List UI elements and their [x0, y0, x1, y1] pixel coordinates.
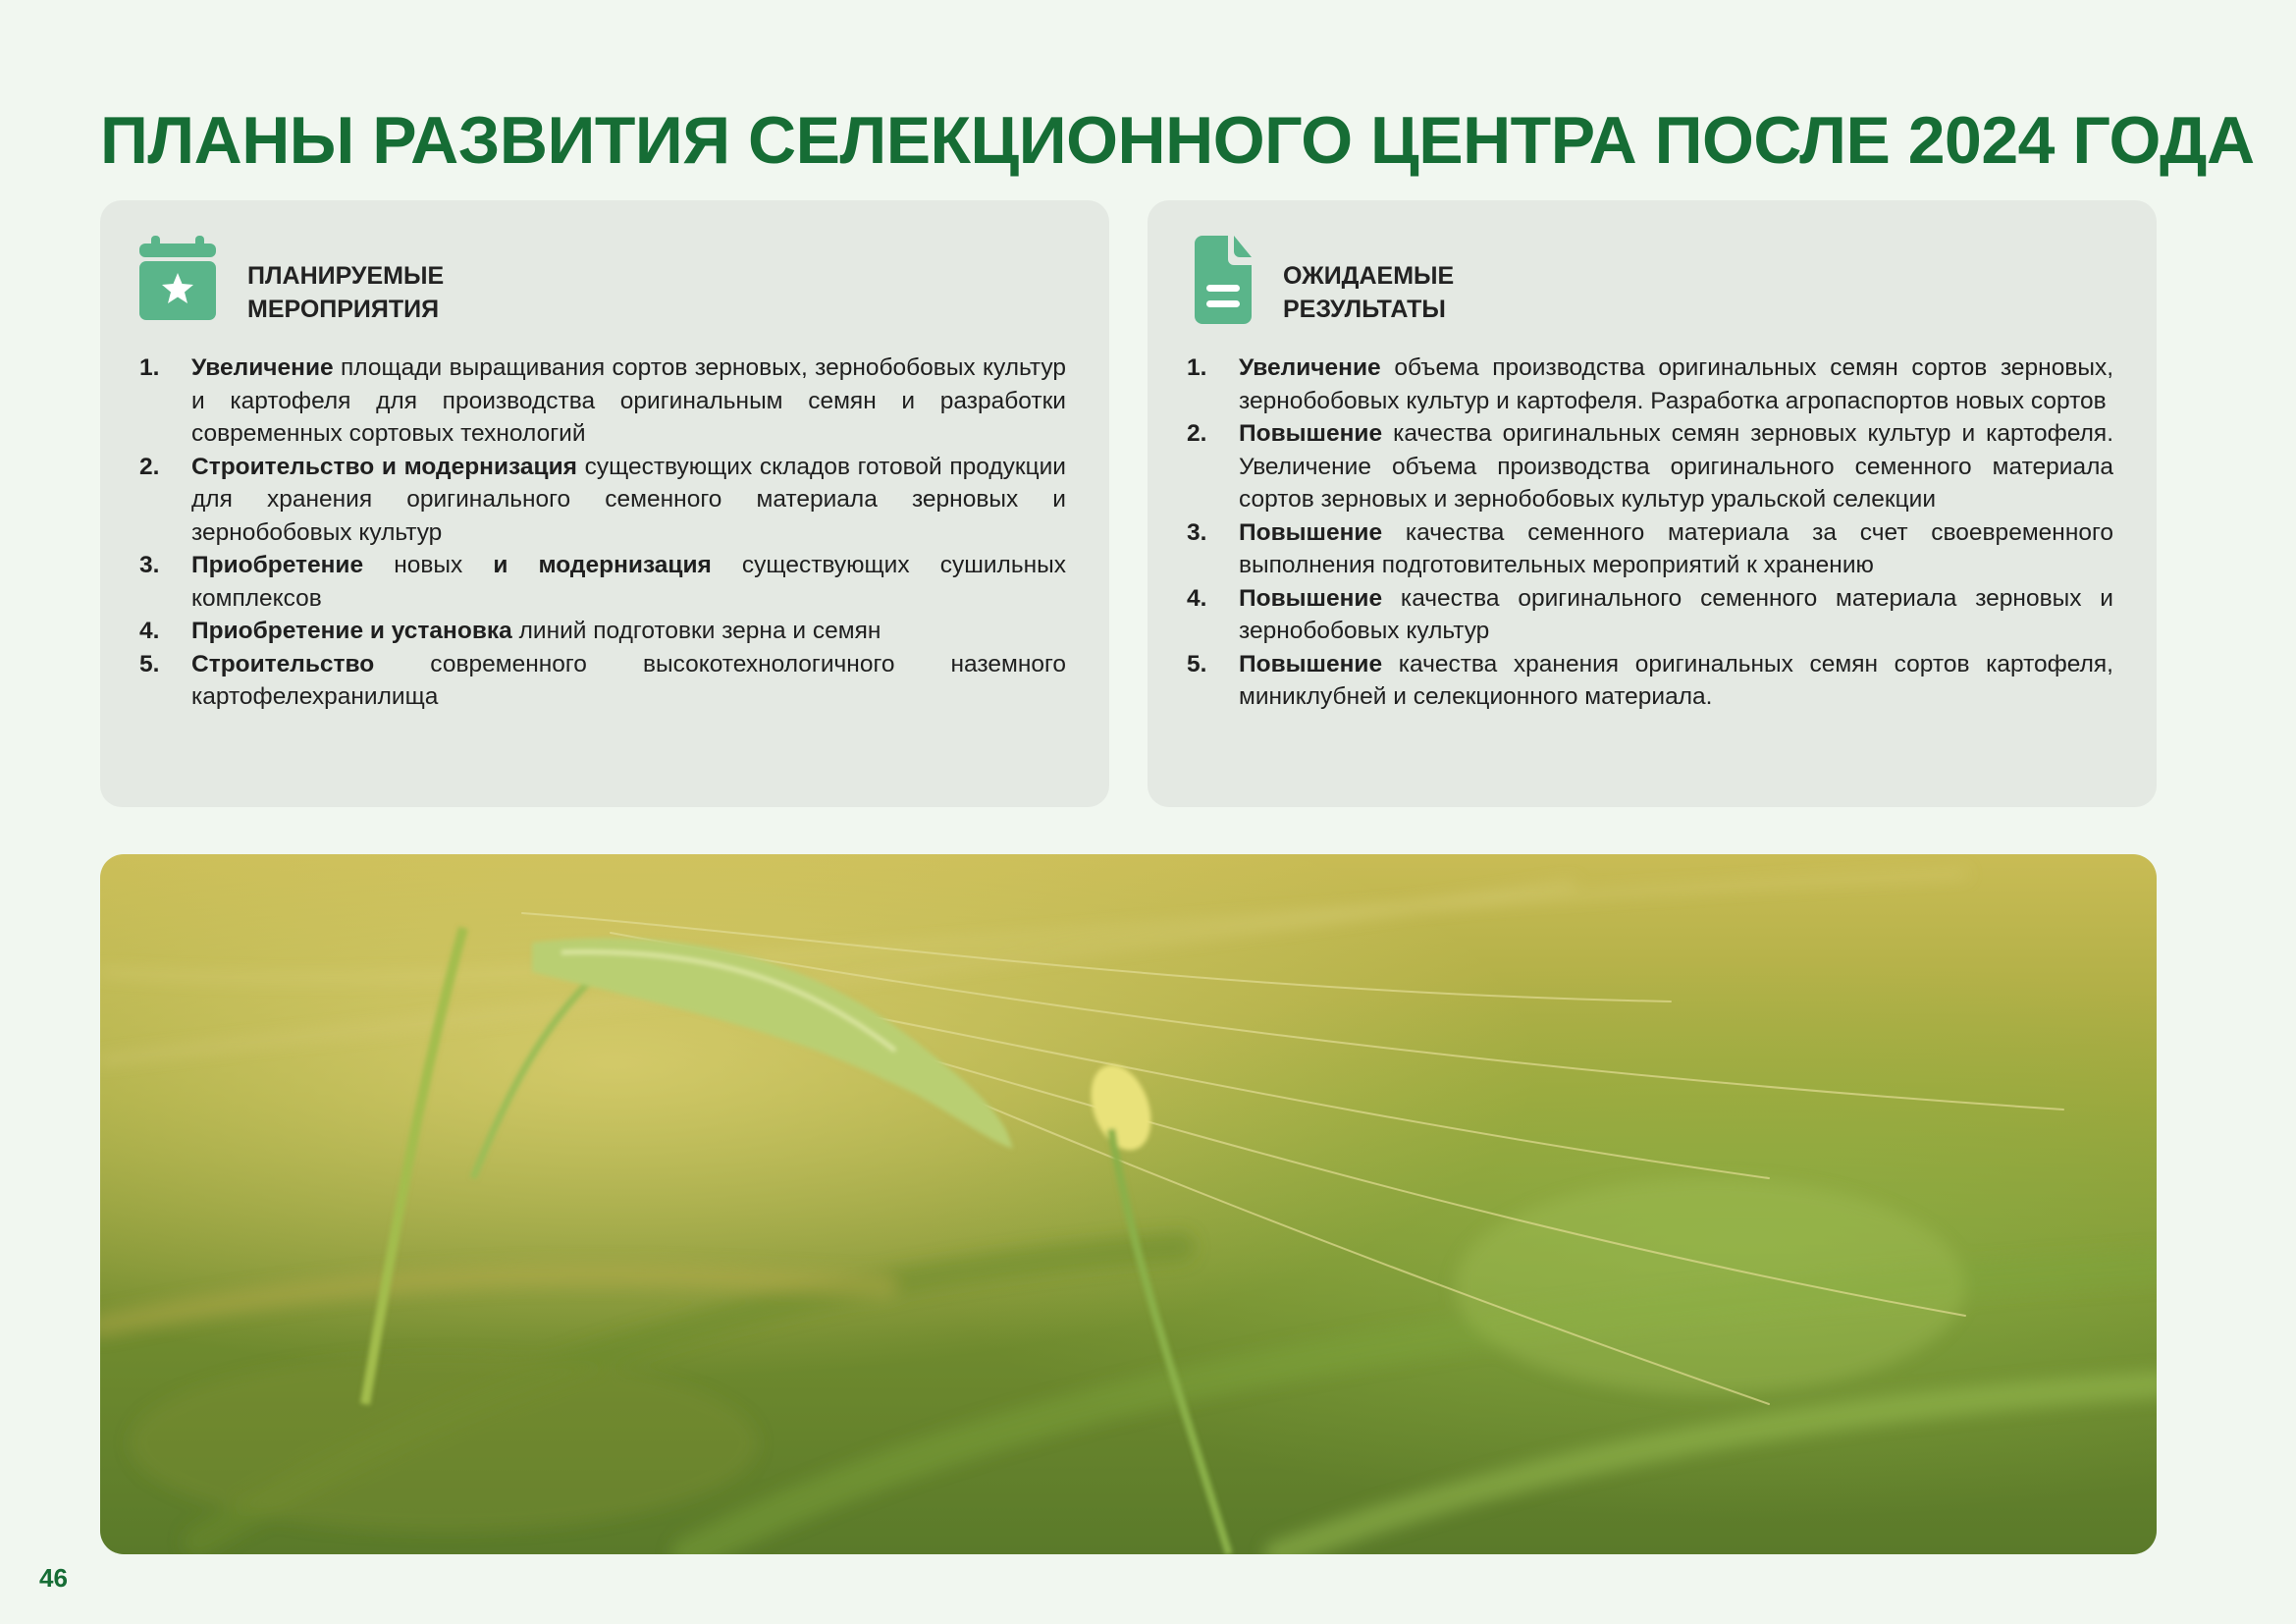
list-item: [1187, 352, 2113, 417]
list-item-text: существующих складов готовой продукции для хранения оригинального семенного материала зерновых и зернобобовых культур: [191, 453, 1066, 546]
list-item: [1187, 417, 2113, 516]
list-item-text: качества оригинального семенного материала зерновых и зернобобовых культур: [1239, 584, 2113, 644]
list-item: [1187, 582, 2113, 648]
list-item-keyword: Строительство и модернизация: [191, 453, 577, 480]
document-icon: [1183, 230, 1267, 328]
planned-activities-title: ПЛАНИРУЕМЫЕ МЕРОПРИЯТИЯ: [247, 262, 445, 323]
list-item-number: 3.: [1187, 518, 1207, 546]
list-item-keyword: Приобретение и установка: [191, 618, 512, 644]
wheat-field-photo: [100, 854, 2157, 1554]
list-item-number: 1.: [139, 354, 160, 381]
expected-results-list: [1187, 352, 2113, 714]
expected-results-title: ОЖИДАЕМЫЕ РЕЗУЛЬТАТЫ: [1283, 262, 1455, 323]
list-item-text: современного высокотехнологичного наземного картофелехранилища: [191, 650, 1066, 710]
planned-activities-card: [100, 200, 1109, 807]
list-item-number: 5.: [139, 650, 160, 677]
list-item-text: качества оригинальных семян зерновых культур и картофеля. Увеличение объема производства оригинального семенного материала сортов зерновых и зернобобовых культур уральской селекции: [1239, 420, 2113, 513]
list-item: [139, 451, 1066, 550]
page-title: ПЛАНЫ РАЗВИТИЯ СЕЛЕКЦИОННОГО ЦЕНТРА ПОСЛЕ 2024 ГОДА: [100, 103, 2255, 178]
list-item-number: 4.: [139, 618, 160, 644]
list-item-text: объема производства оригинальных семян сортов зерновых, зернобобовых культур и картофеля. Разработка агропаспортов новых сортов: [1239, 354, 2113, 414]
list-item: [139, 648, 1066, 714]
list-item: [139, 615, 1066, 648]
page-number: 46: [39, 1563, 68, 1593]
list-item-keyword: Повышение: [1239, 518, 1383, 546]
list-item-text: качества семенного материала за счет своевременного выполнения подготовительных мероприятий к хранению: [1239, 518, 2113, 578]
list-item-text: новых: [363, 552, 494, 578]
list-item-text: качества хранения оригинальных семян сортов картофеля, миниклубней и селекционного материала.: [1239, 650, 2113, 710]
list-item: [1187, 516, 2113, 582]
list-item-text: линий подготовки зерна и семян: [511, 618, 881, 644]
list-item: [139, 352, 1066, 451]
list-item-keyword: и модернизация: [493, 552, 712, 578]
list-item-text: площади выращивания сортов зерновых, зернобобовых культур и картофеля для производства оригинальным семян и разработки современных сортовых технологий: [191, 354, 1066, 447]
list-item-number: 5.: [1187, 650, 1207, 677]
list-item-keyword: Повышение: [1239, 584, 1383, 612]
list-item: [139, 549, 1066, 615]
list-item-number: 1.: [1187, 354, 1207, 381]
list-item-keyword: Приобретение: [191, 552, 364, 578]
list-item-keyword: Строительство: [191, 650, 375, 677]
list-item-keyword: Увеличение: [191, 354, 334, 381]
list-item-keyword: Повышение: [1239, 420, 1383, 447]
list-item-number: 3.: [139, 552, 160, 578]
list-item-text: существующих сушильных комплексов: [191, 552, 1066, 612]
calendar-star-icon: [135, 230, 220, 328]
expected-results-card: [1148, 200, 2157, 807]
planned-activities-list: [139, 352, 1066, 714]
list-item-number: 4.: [1187, 584, 1207, 612]
list-item-number: 2.: [139, 453, 160, 480]
list-item-keyword: Увеличение: [1239, 354, 1381, 381]
list-item: [1187, 648, 2113, 714]
list-item-keyword: Повышение: [1239, 650, 1383, 677]
list-item-number: 2.: [1187, 420, 1207, 447]
